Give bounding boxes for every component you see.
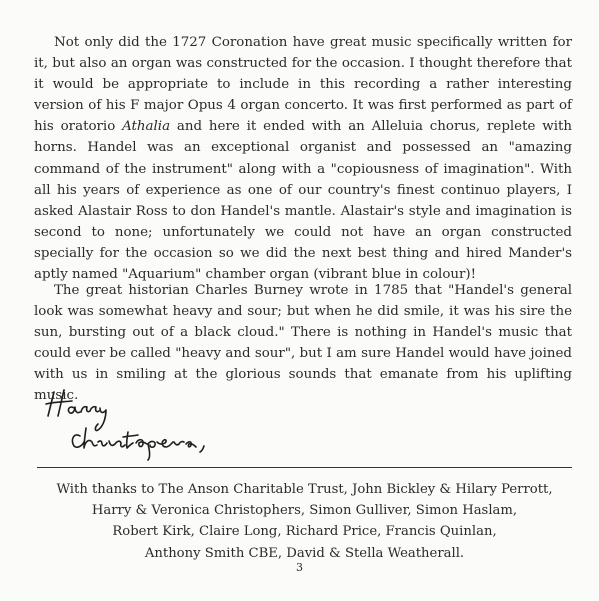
acknowledgements — [37, 479, 572, 564]
acknowledgement-line: Anthony Smith CBE, David & Stella Weatherall. — [144, 545, 465, 561]
divider-rule — [37, 467, 572, 468]
paragraph-text-part: Not only did the 1727 Coronation have great music specifically written for it, but also an organ was constructed for the occasion. I thought therefore that it would be appropriate to include in this recording a rather interesting version of his F major Opus 4 organ concerto. It was first performed as part of his oratorio — [34, 35, 572, 135]
handwritten-signature — [40, 386, 240, 461]
acknowledgement-line: Harry & Veronica Christophers, Simon Gulliver, Simon Haslam, — [91, 503, 518, 519]
page-number: 3 — [296, 561, 303, 574]
paragraph-burney-quote: The great historian Charles Burney wrote in 1785 that "Handel's general look was somewhat heavy and sour; but when he did smile, it was his sire the sun, bursting out of a black cloud." There is nothing in Handel's music that could ever be called "heavy and sour", but I am sure Handel would have joined with us in smiling at the glorious sounds that emanate from his uplifting music. — [34, 283, 572, 404]
paragraph-text-part: and here it ended with an Alleluia chorus, replete with horns. Handel was an exceptional organist and possessed an "amazing command of the instrument" along with a "copiousness of imagination". With all his years of experience as one of our country's finest continuo players, I asked Alastair Ross to don Handel's mantle. Alastair's style and imagination is second to none; unfortunately we could not have an organ constructed specially for the occasion so we did the next best thing and hired Mander's aptly named "Aquarium" chamber organ (vibrant blue in colour)! — [34, 119, 572, 283]
paragraph-organ-concerto — [34, 32, 572, 285]
oratorio-title: Athalia — [122, 119, 171, 135]
acknowledgement-line: Robert Kirk, Claire Long, Richard Price, Francis Quinlan, — [112, 524, 497, 540]
acknowledgement-line: With thanks to The Anson Charitable Trust, John Bickley & Hilary Perrott, — [56, 482, 553, 497]
